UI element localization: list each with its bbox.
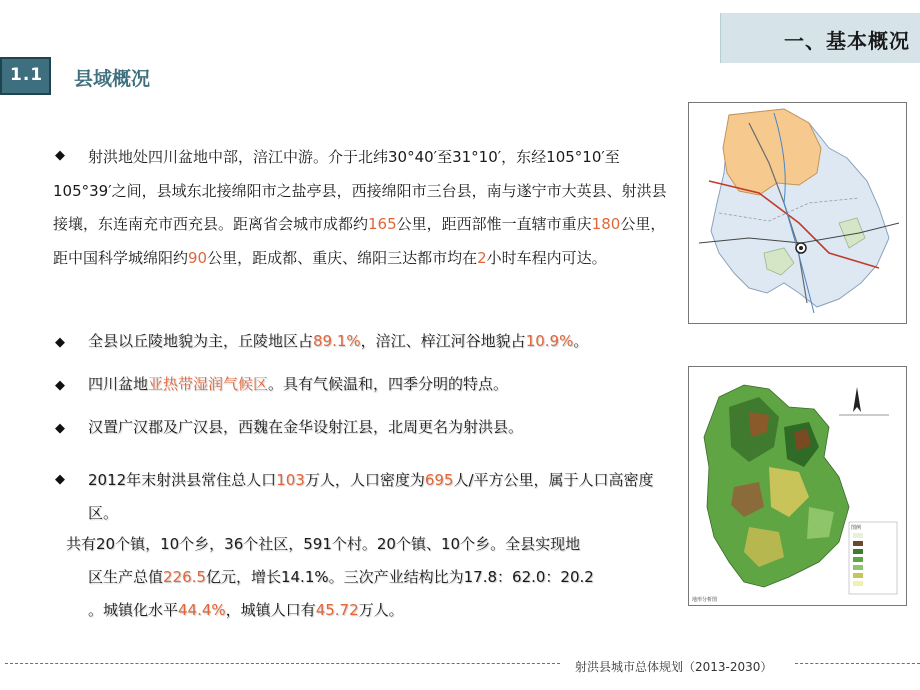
p1-value-hours: 2 xyxy=(477,248,487,267)
p3-text-b: 。具有气候温和，四季分明的特点。 xyxy=(268,375,509,393)
p6-value-urbanpop: 45.72 xyxy=(315,601,359,619)
footer-divider-left xyxy=(5,663,560,664)
section-title: 一、基本概况 xyxy=(784,29,910,53)
location-map-graphic xyxy=(689,103,906,323)
section-number: 1.1 xyxy=(10,65,44,85)
paragraph-history: 汉置广汉郡及广汉县，西魏在金华设射江县，北周更名为射洪县。 xyxy=(88,418,524,436)
p5-value-density: 695 xyxy=(424,471,454,489)
p6-line-3 xyxy=(66,594,678,627)
p2-value-hill: 89.1% xyxy=(313,332,361,350)
p3-highlight: 亚热带湿润气候区 xyxy=(148,375,269,393)
p5-text-a: 2012年末射洪县常住总人口 xyxy=(88,471,277,489)
terrain-legend-title: 图例 xyxy=(851,525,862,531)
p2-value-valley: 10.9% xyxy=(525,332,574,350)
p3-text-a: 四川盆地 xyxy=(88,375,149,393)
p5-text-c: 人/平方公里，属于人口高密度区。 xyxy=(88,471,654,522)
p6-text-d: ，城镇人口有 xyxy=(225,601,316,619)
bullet-diamond-icon: ◆ xyxy=(55,148,65,163)
p5-text-b: 万人，人口密度为 xyxy=(304,471,425,489)
p1-text: 射洪地处四川盆地中部，涪江中游。介于北纬30°40′至31°10′，东经105°10′至105°39′之间，县域东北接绵阳市之盐亭县，西接绵阳市三台县，南与遂宁市大英县、射洪县接壤，东连南充市西充县。距离省会城市成都约 xyxy=(53,148,667,233)
footer-title: 射洪县城市总体规划（2013-2030） xyxy=(575,660,773,674)
p1-text-b: 公里，距西部惟一直辖市重庆 xyxy=(396,215,592,233)
paragraph-climate xyxy=(88,367,508,401)
p2-text-b: ，涪江、梓江河谷地貌占 xyxy=(360,332,526,350)
p6-line-1: 共有20个镇，10个乡，36个社区，591个村。20个镇、10个乡。全县实现地 xyxy=(66,535,581,553)
section-tab xyxy=(720,13,920,63)
page-title: 县域概况 xyxy=(74,68,151,90)
p6-text-a: 区生产总值 xyxy=(88,568,164,586)
footer-divider-right xyxy=(795,663,920,664)
terrain-map-graphic xyxy=(689,367,906,605)
p6-text-c: 。城镇化水平 xyxy=(88,601,179,619)
paragraph-terrain xyxy=(88,324,588,358)
paragraph-location xyxy=(53,141,673,275)
p1-value-chongqing: 180 xyxy=(591,215,621,233)
p1-text-c: 公里，距中国科学城绵阳约 xyxy=(53,215,666,267)
p2-text-c: 。 xyxy=(573,332,589,350)
paragraph-economy xyxy=(66,528,678,627)
bullet-diamond-icon: ◆ xyxy=(55,472,65,487)
p1-text-d: 公里，距成都、重庆、绵阳三达都市均在 xyxy=(207,248,478,267)
bullet-diamond-icon: ◆ xyxy=(55,335,65,350)
bullet-diamond-icon: ◆ xyxy=(55,421,65,436)
p6-text-e: 万人。 xyxy=(358,601,404,619)
p6-text-b: 亿元，增长14.1%。三次产业结构比为17.8：62.0：20.2 xyxy=(205,568,594,586)
p6-value-gdp: 226.5 xyxy=(163,568,206,586)
paragraph-population xyxy=(88,464,678,530)
p6-value-urban: 44.4% xyxy=(178,601,226,619)
bullet-diamond-icon: ◆ xyxy=(55,378,65,393)
terrain-map-caption: 地形分析图 xyxy=(692,597,718,603)
section-number-box xyxy=(0,57,51,95)
p1-text-e: 小时车程内可达。 xyxy=(486,248,607,267)
terrain-map xyxy=(688,366,907,606)
location-map xyxy=(688,102,907,324)
p1-value-chengdu: 165 xyxy=(368,215,397,233)
p1-value-mianyang: 90 xyxy=(188,248,208,267)
p2-text-a: 全县以丘陵地貌为主，丘陵地区占 xyxy=(88,332,314,350)
p6-line-2 xyxy=(66,561,678,594)
p5-value-pop: 103 xyxy=(276,471,305,489)
